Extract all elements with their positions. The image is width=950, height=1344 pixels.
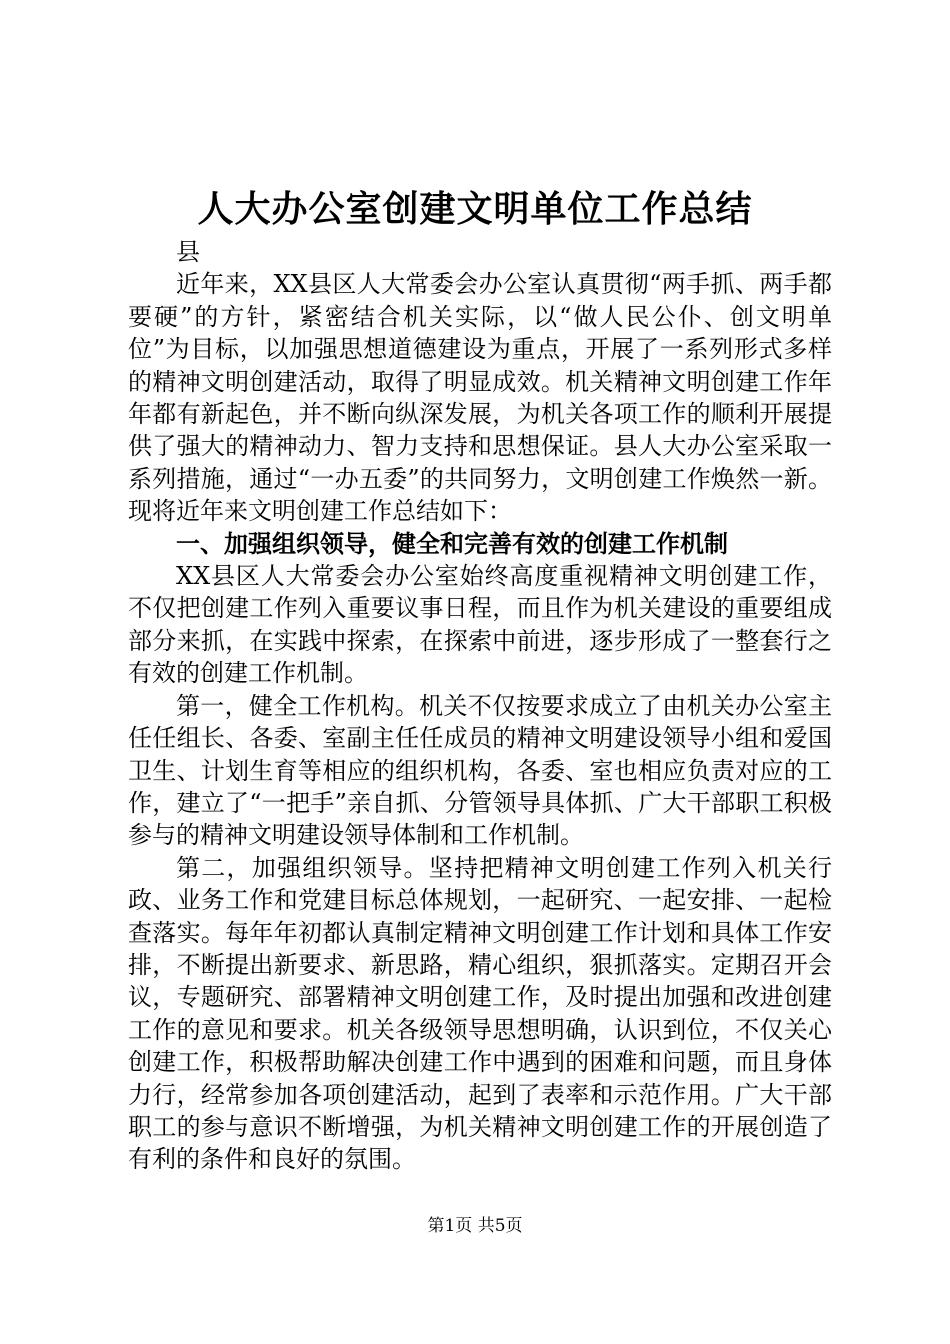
document-title: 人大办公室创建文明单位工作总结 bbox=[197, 189, 753, 230]
section-heading-1: 一、加强组织领导，健全和完善有效的创建工作机制 bbox=[176, 529, 728, 558]
paragraph-second-point: 第二，加强组织领导。坚持把精神文明创建工作列入机关行政、业务工作和党建目标总体规划，一起研究、一起安排、一起检查落实。每年年初都认真制定精神文明创建工作计划和具体工作安排，不断提出新要求、新思路，精心组织，狠抓落实。定期召开会议，专题研究、部署精神文明创建工作，及时提出加强和改进创建工作的意见和要求。机关各级领导思想明确，认识到位，不仅关心创建工作，积极帮助解决创建工作中遇到的困难和问题，而且身体力行，经常参加各项创建活动，起到了表率和示范作用。广大干部职工的参与意识不断增强，为机关精神文明创建工作的开展创造了有利的条件和良好的氛围。 bbox=[128, 853, 832, 1174]
paragraph-intro: 近年来，XX县区人大常委会办公室认真贯彻“两手抓、两手都要硬”的方针，紧密结合机关实际，以“做人民公仆、创文明单位”为目标，以加强思想道德建设为重点，开展了一系列形式多样的精神文明创建活动，取得了明显成效。机关精神文明创建工作年年都有新起色，并不断向纵深发展，为机关各项工作的顺利开展提供了强大的精神动力、智力支持和思想保证。县人大办公室采取一系列措施，通过“一办五委”的共同努力，文明创建工作焕然一新。现将近年来文明创建工作总结如下： bbox=[128, 270, 832, 526]
paragraph-county: 县 bbox=[176, 238, 200, 266]
paragraph-first-point: 第一，健全工作机构。机关不仅按要求成立了由机关办公室主任任组长、各委、室副主任任成员的精神文明建设领导小组和爱国卫生、计划生育等相应的组织机构，各委、室也相应负责对应的工作，建立了“一把手”亲自抓、分管领导具体抓、广大干部职工积极参与的精神文明建设领导体制和工作机制。 bbox=[128, 691, 832, 850]
document-body bbox=[128, 236, 832, 1176]
paragraph-section-1-overview: XX县区人大常委会办公室始终高度重视精神文明创建工作，不仅把创建工作列入重要议事日程，而且作为机关建设的重要组成部分来抓，在实践中探索，在探索中前进，逐步形成了一整套行之有效的创建工作机制。 bbox=[128, 562, 832, 688]
page-number-footer: 第1页 共5页 bbox=[427, 1216, 523, 1236]
